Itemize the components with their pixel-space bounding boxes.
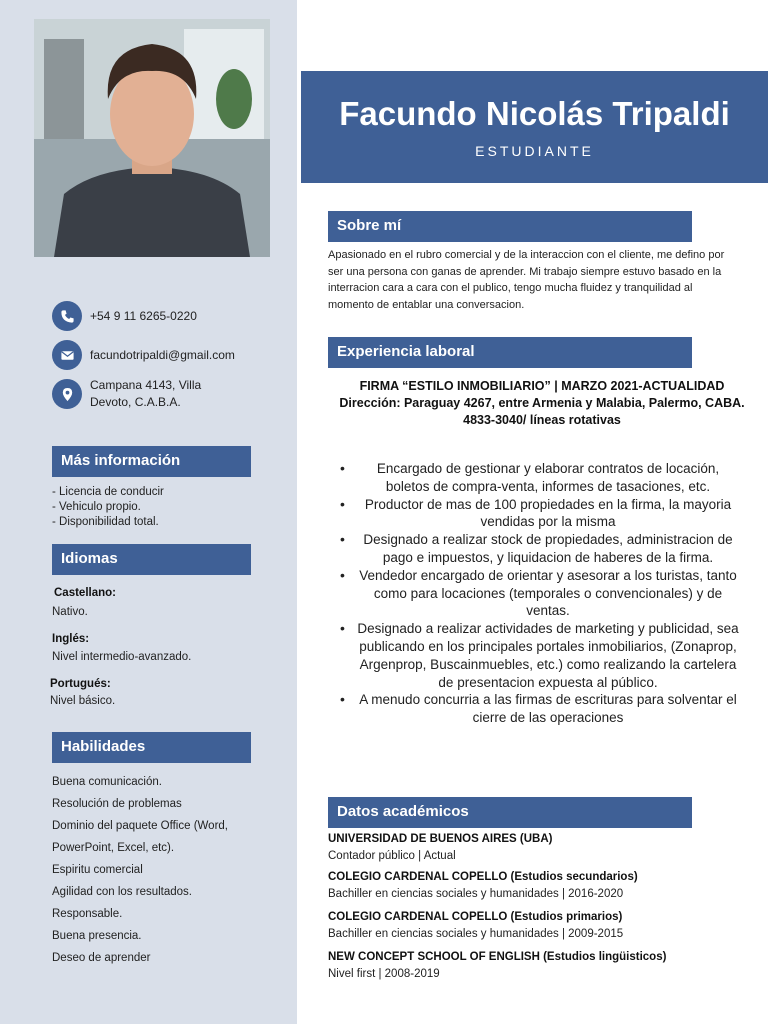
skill-item: Dominio del paquete Office (Word,	[52, 820, 228, 832]
language-level: Nivel básico.	[50, 695, 116, 707]
more-info-item: - Disponibilidad total.	[52, 516, 159, 528]
job-duty: • Productor de mas de 100 propiedades en la firma, la mayoria vendidas por la misma	[340, 496, 740, 532]
contact-phone[interactable]	[52, 301, 197, 331]
skill-item: PowerPoint, Excel, etc).	[52, 842, 175, 854]
phone-icon	[52, 301, 82, 331]
language-level: Nativo.	[52, 606, 88, 618]
full-name: Facundo Nicolás Tripaldi	[339, 95, 730, 132]
education-title: NEW CONCEPT SCHOOL OF ENGLISH (Estudios lingüisticos)	[328, 951, 667, 963]
skill-item: Buena presencia.	[52, 930, 142, 942]
job-company: FIRMA “ESTILO INMOBILIARIO” | MARZO 2021-ACTUALIDAD	[359, 379, 725, 393]
job-duty: • Designado a realizar actividades de marketing y publicidad, sea publicando en los principales portales inmobiliarios, (Zonaprop, Argenprop, Buscainmuebles, etc.) como realizando la cartelera de presentacion expuesta al público.	[340, 620, 740, 691]
skill-item: Responsable.	[52, 908, 123, 920]
education-detail: Bachiller en ciencias sociales y humanidades | 2016-2020	[328, 888, 624, 900]
more-info-item: - Vehiculo propio.	[52, 501, 141, 513]
language-name: Inglés:	[52, 633, 90, 645]
language-name: Portugués:	[50, 678, 111, 690]
more-info-item: - Licencia de conducir	[52, 486, 164, 498]
education-detail: Contador público | Actual	[328, 850, 456, 862]
profile-photo	[34, 19, 270, 257]
job-duty: • A menudo concurria a las firmas de escrituras para solventar el cierre de las operaciones	[340, 691, 740, 727]
job-address: Dirección: Paraguay 4267, entre Armenia y Malabia, Palermo, CABA.	[339, 396, 745, 410]
role-title: ESTUDIANTE	[475, 143, 594, 159]
education-list	[328, 831, 748, 989]
languages-heading: Idiomas	[52, 544, 251, 575]
job-duties-list	[340, 460, 740, 727]
experience-heading: Experiencia laboral	[328, 337, 692, 368]
location-pin-icon	[52, 379, 82, 409]
skills-list	[52, 771, 277, 969]
about-heading: Sobre mí	[328, 211, 692, 242]
skill-item: Buena comunicación.	[52, 776, 162, 788]
email-address: facundotripaldi@gmail.com	[90, 347, 235, 362]
job-duty: • Designado a realizar stock de propiedades, administracion de pago e impuestos, y liquidacion de haberes de la firma.	[340, 531, 740, 567]
skill-item: Resolución de problemas	[52, 798, 182, 810]
education-heading: Datos académicos	[328, 797, 692, 828]
education-detail: Bachiller en ciencias sociales y humanidades | 2009-2015	[328, 928, 624, 940]
education-detail: Nivel first | 2008-2019	[328, 968, 440, 980]
phone-number: +54 9 11 6265-0220	[90, 308, 197, 323]
job-duty: • Vendedor encargado de orientar y asesorar a los turistas, tanto como para locaciones (temporales o convencionales) y de ventas.	[340, 567, 740, 620]
education-title: COLEGIO CARDENAL COPELLO (Estudios secundarios)	[328, 871, 638, 883]
name-banner	[301, 71, 768, 183]
more-info-heading: Más información	[52, 446, 251, 477]
more-info-list	[52, 485, 164, 530]
education-title: COLEGIO CARDENAL COPELLO (Estudios primarios)	[328, 911, 623, 923]
skills-heading: Habilidades	[52, 732, 251, 763]
education-title: UNIVERSIDAD DE BUENOS AIRES (UBA)	[328, 833, 553, 845]
contact-email[interactable]	[52, 340, 235, 370]
job-duty: • Encargado de gestionar y elaborar contratos de locación, boletos de compra-venta, informes de tasaciones, etc.	[340, 460, 740, 496]
address: Campana 4143, Villa Devoto, C.A.B.A.	[90, 378, 202, 409]
mail-icon	[52, 340, 82, 370]
about-text: Apasionado en el rubro comercial y de la interaccion con el cliente, me defino por ser una persona con ganas de aprender. Mi trabajo siempre estuvo basado en la interracion cara a cara con el publico, tengo mucha fluidez y tranquilidad al momento de entablar una conversacion.	[328, 249, 725, 311]
language-name: Castellano:	[54, 587, 116, 599]
skill-item: Espiritu comercial	[52, 864, 143, 876]
job-phone: 4833-3040/ líneas rotativas	[463, 413, 621, 427]
language-level: Nivel intermedio-avanzado.	[52, 651, 192, 663]
skill-item: Agilidad con los resultados.	[52, 886, 192, 898]
contact-address	[52, 377, 240, 411]
job-header	[330, 378, 754, 429]
skill-item: Deseo de aprender	[52, 952, 151, 964]
